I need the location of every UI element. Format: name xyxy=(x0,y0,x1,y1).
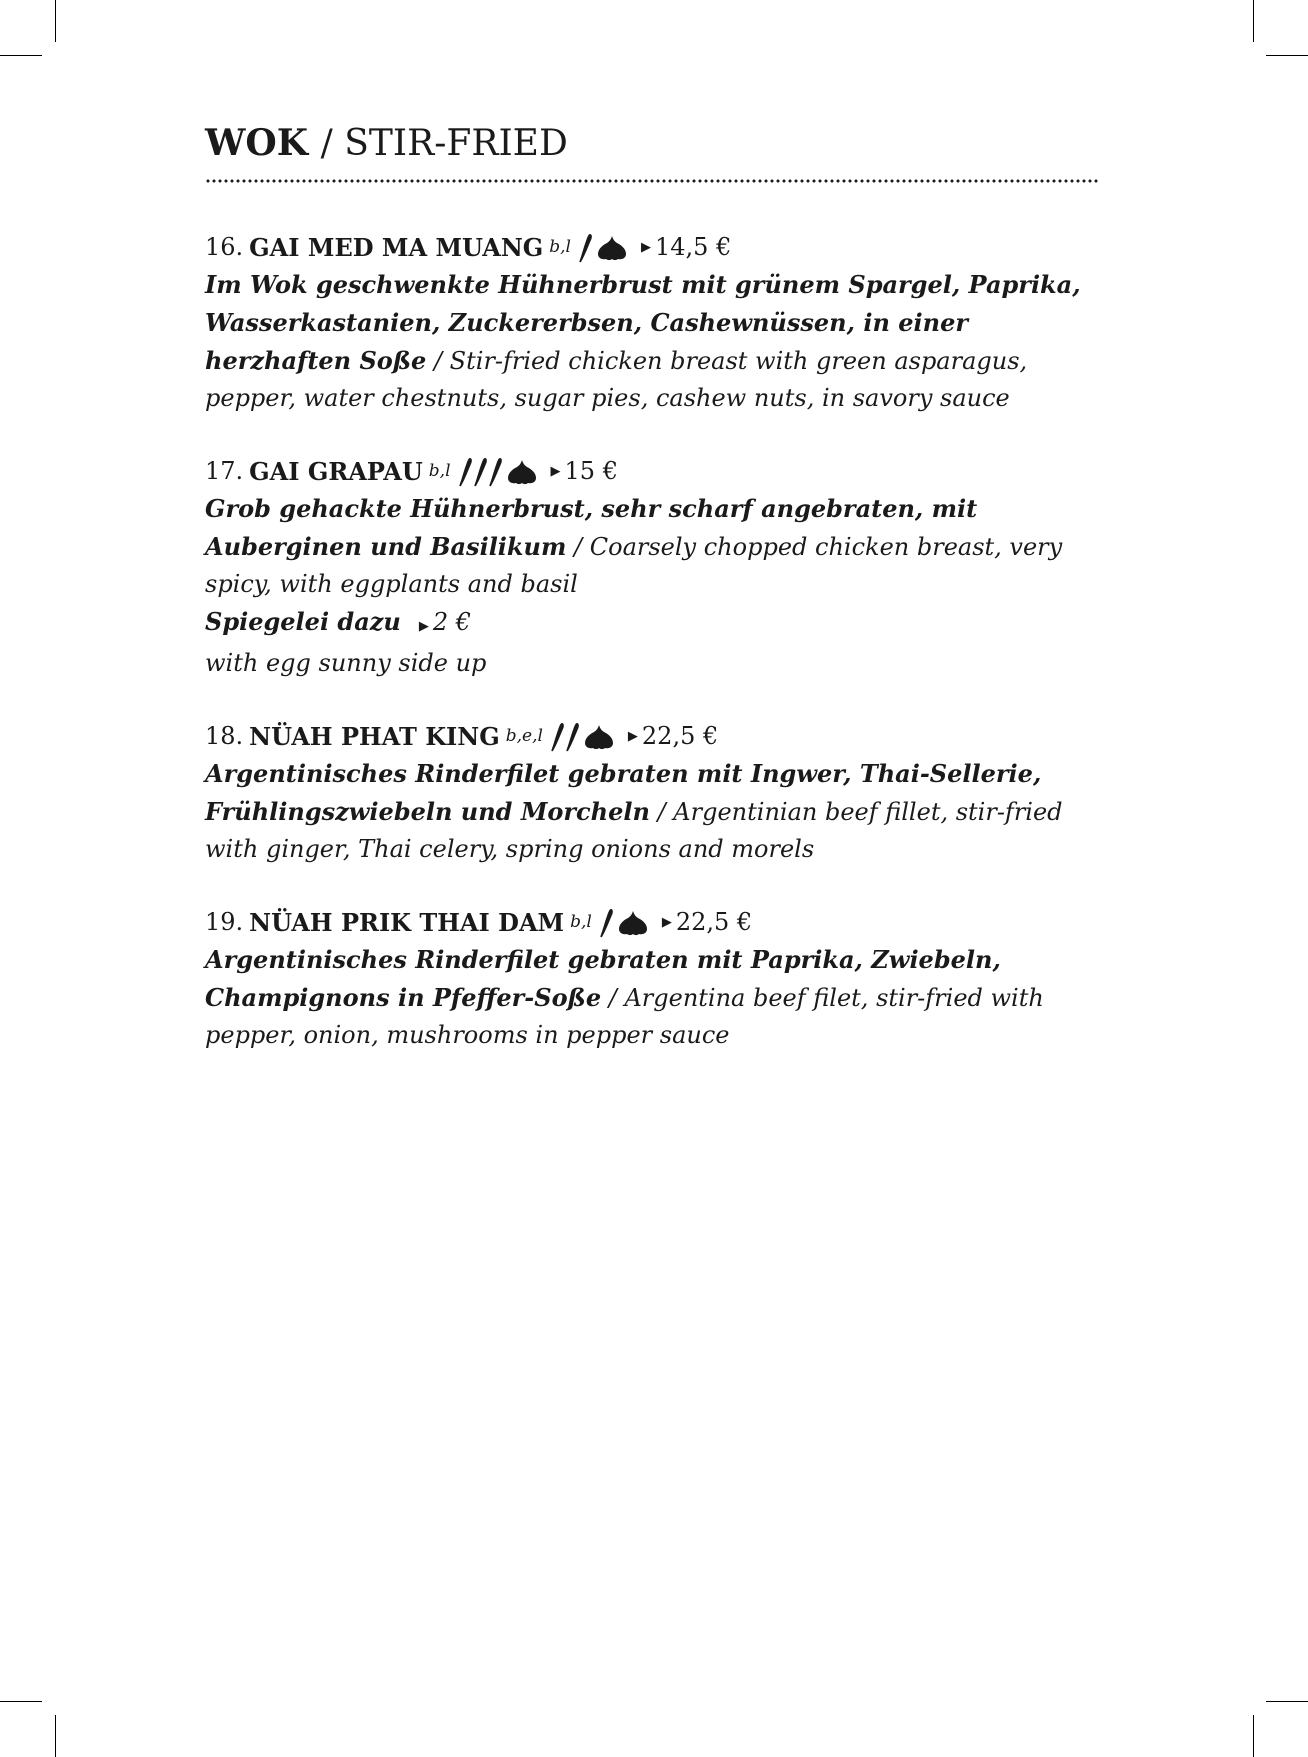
item-name: GAI MED MA MUANG xyxy=(249,233,544,262)
spice-icons xyxy=(551,722,614,752)
item-allergens: b,e,l xyxy=(505,726,543,746)
item-number: 16. xyxy=(205,233,244,261)
crop-mark-top-left-h xyxy=(0,55,42,56)
dotted-divider xyxy=(205,179,1100,183)
item-number: 17. xyxy=(205,457,244,485)
item-description-en: / Coarsely chopped chicken breast, very spicy, with eggplants and basil xyxy=(205,533,1063,598)
menu-item xyxy=(205,453,1105,682)
chili-pepper-icon xyxy=(489,457,503,487)
item-description xyxy=(205,266,1105,417)
triangle-right-icon: ▶ xyxy=(641,240,651,255)
spice-icons xyxy=(459,457,537,487)
menu-item-header xyxy=(205,904,1105,941)
menu-item xyxy=(205,229,1105,417)
section-title-rest: / STIR-FRIED xyxy=(320,123,568,164)
crop-mark-bottom-right-h xyxy=(1266,1701,1308,1702)
item-name: NÜAH PHAT KING xyxy=(249,722,500,751)
triangle-right-icon: ▶ xyxy=(627,729,638,744)
triangle-right-icon: ▶ xyxy=(550,464,561,479)
chili-pepper-icon xyxy=(600,908,614,938)
section-heading xyxy=(205,120,1105,167)
garlic-icon xyxy=(584,724,614,750)
chili-pepper-icon xyxy=(459,457,473,487)
section-title-bold: WOK xyxy=(205,122,309,164)
spice-icons xyxy=(579,233,627,263)
item-description-de: Grob gehackte Hühnerbrust, sehr scharf angebraten, mit Auberginen und Basilikum xyxy=(205,494,978,561)
item-price: 15 € xyxy=(564,457,618,485)
crop-mark-top-right-h xyxy=(1266,55,1308,56)
item-allergens: b,l xyxy=(549,237,571,257)
garlic-icon xyxy=(618,910,648,936)
crop-mark-top-right xyxy=(1253,0,1254,42)
garlic-icon xyxy=(597,235,627,261)
extra-description-en: with egg sunny side up xyxy=(205,649,487,677)
item-price: 14,5 € xyxy=(655,233,732,261)
item-description-de: Argentinisches Rinderfilet gebraten mit Paprika, Zwiebeln, Champignons in Pfeffer-Soße xyxy=(205,945,1001,1012)
menu-item-header xyxy=(205,229,1105,266)
menu-page xyxy=(205,120,1105,1090)
menu-items-list xyxy=(205,229,1105,1054)
item-price: 22,5 € xyxy=(675,908,753,936)
chili-pepper-icon xyxy=(474,457,488,487)
item-price: 22,5 € xyxy=(641,722,719,750)
menu-item-header xyxy=(205,718,1105,755)
triangle-right-icon: ▶ xyxy=(661,915,672,930)
spice-icons xyxy=(600,908,648,938)
item-allergens: b,l xyxy=(428,461,451,481)
crop-mark-bottom-right xyxy=(1253,1715,1254,1757)
item-description-en: / Argentina beef filet, stir-fried with pepper, onion, mushrooms in pepper sauce xyxy=(205,984,1044,1049)
item-description-de: Im Wok geschwenkte Hühnerbrust mit grünem Spargel, Paprika, Wasserkastanien, Zuckererbsen, Cashewnüssen, in einer herzhaften Soße xyxy=(205,270,1081,375)
item-description xyxy=(205,490,1105,603)
menu-item-header xyxy=(205,453,1105,490)
item-description-en: / Stir-fried chicken breast with green asparagus, pepper, water chestnuts, sugar pies, cashew nuts, in savory sauce xyxy=(205,347,1028,412)
crop-mark-top-left xyxy=(55,0,56,42)
item-description xyxy=(205,755,1105,868)
extra-option xyxy=(205,603,1105,645)
garlic-icon xyxy=(507,459,537,485)
menu-item xyxy=(205,718,1105,868)
chili-pepper-icon xyxy=(551,722,565,752)
chili-pepper-icon xyxy=(566,722,580,752)
crop-mark-bottom-left xyxy=(55,1715,56,1757)
item-name: NÜAH PRIK THAI DAM xyxy=(249,908,565,937)
item-description-de: Argentinisches Rinderfilet gebraten mit Ingwer, Thai-Sellerie, Frühlingszwiebeln und Morcheln xyxy=(205,759,1042,826)
extra-price: 2 € xyxy=(432,608,471,636)
item-description xyxy=(205,941,1105,1054)
item-number: 19. xyxy=(205,908,244,936)
item-name: GAI GRAPAU xyxy=(249,457,423,486)
item-description-en: / Argentinian beef fillet, stir-fried with ginger, Thai celery, spring onions and morels xyxy=(205,798,1063,863)
triangle-right-icon: ▶ xyxy=(418,619,429,634)
item-allergens: b,l xyxy=(570,912,592,932)
chili-pepper-icon xyxy=(579,233,593,263)
menu-item xyxy=(205,904,1105,1054)
item-number: 18. xyxy=(205,722,244,750)
extra-label: Spiegelei dazu xyxy=(205,607,401,636)
crop-mark-bottom-left-h xyxy=(0,1701,42,1702)
